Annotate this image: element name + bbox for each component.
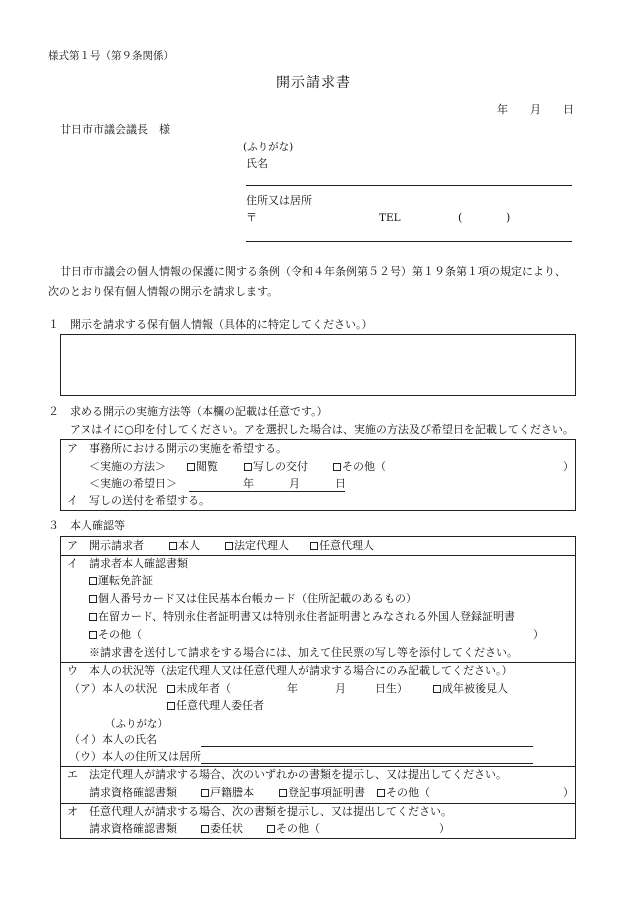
checkbox-icon[interactable] bbox=[167, 702, 175, 710]
close-paren: ） bbox=[439, 822, 450, 835]
id-doc-other[interactable]: その他（ bbox=[89, 628, 142, 642]
checkbox-icon[interactable] bbox=[225, 542, 233, 550]
address-label: 住所又は居所 bbox=[246, 194, 312, 207]
tel-label: TEL bbox=[379, 212, 401, 224]
principal-status-heading: ウ 本人の状況等（法定代理人又は任意代理人が請求する場合にのみ記載してください。） bbox=[67, 664, 513, 677]
requester-legal-agent[interactable]: 法定代理人 bbox=[225, 539, 289, 553]
checkbox-icon[interactable] bbox=[279, 789, 287, 797]
checkbox-icon[interactable] bbox=[89, 631, 97, 639]
minor-birth-day-label: 日生） bbox=[375, 682, 408, 695]
doc-other-legal[interactable]: その他（ bbox=[377, 786, 430, 800]
checkbox-icon[interactable] bbox=[244, 463, 252, 471]
principal-address-field[interactable] bbox=[201, 763, 533, 764]
section2-a-label: ア 事務所における開示の実施を希望する。 bbox=[67, 442, 287, 455]
section2-box bbox=[60, 439, 576, 511]
status-adult-ward[interactable]: 成年被後見人 bbox=[433, 682, 508, 696]
id-doc-license[interactable]: 運転免許証 bbox=[89, 574, 153, 588]
section3-box bbox=[60, 536, 576, 839]
date-month-label: 月 bbox=[530, 103, 541, 116]
checkbox-icon[interactable] bbox=[267, 825, 275, 833]
page-title: 開示請求書 bbox=[276, 75, 351, 91]
status-voluntary-principal[interactable]: 任意代理人委任者 bbox=[167, 699, 264, 713]
checkbox-icon[interactable] bbox=[167, 685, 175, 693]
minor-birth-year-label: 年 bbox=[287, 682, 298, 695]
divider bbox=[61, 662, 575, 663]
requester-label: ア 開示請求者 bbox=[67, 539, 144, 552]
minor-birth-month-label: 月 bbox=[335, 682, 346, 695]
section3-heading: ３ 本人確認等 bbox=[48, 519, 125, 532]
preferred-date-label: ＜実施の希望日＞ bbox=[89, 477, 177, 490]
close-paren: ） bbox=[563, 786, 574, 799]
section1-heading: １ 開示を請求する保有個人情報（具体的に特定してください。） bbox=[48, 318, 373, 331]
requester-voluntary-agent[interactable]: 任意代理人 bbox=[310, 539, 374, 553]
preferred-date-field[interactable]: 年 月 日 bbox=[189, 477, 345, 492]
checkbox-icon[interactable] bbox=[333, 463, 341, 471]
requester-self[interactable]: 本人 bbox=[169, 539, 200, 553]
checkbox-icon[interactable] bbox=[433, 685, 441, 693]
intro-line-1: 廿日市市議会の個人情報の保護に関する条例（令和４年条例第５２号）第１９条第１項の規定により、 bbox=[60, 265, 566, 278]
section2-b-label: イ 写しの送付を希望する。 bbox=[67, 494, 210, 507]
name-field[interactable] bbox=[246, 185, 572, 186]
legal-agent-docs-label: 請求資格確認書類 bbox=[89, 786, 177, 799]
checkbox-icon[interactable] bbox=[89, 577, 97, 585]
checkbox-icon[interactable] bbox=[89, 613, 97, 621]
checkbox-icon[interactable] bbox=[310, 542, 318, 550]
legal-agent-docs-heading: エ 法定代理人が請求する場合、次のいずれかの書類を提示し、又は提出してください。 bbox=[67, 768, 507, 781]
option-view[interactable]: 閲覧 bbox=[187, 460, 218, 474]
principal-name-field[interactable] bbox=[201, 746, 533, 747]
doc-registry-certificate[interactable]: 登記事項証明書 bbox=[279, 786, 365, 800]
close-paren: ） bbox=[563, 460, 574, 473]
divider bbox=[61, 803, 575, 804]
principal-furigana-label: （ふりがな） bbox=[105, 718, 168, 730]
id-doc-mynumber[interactable]: 個人番号カード又は住民基本台帳カード（住所記載のあるもの） bbox=[89, 592, 417, 606]
principal-status-label: （ア）本人の状況 bbox=[69, 682, 157, 695]
doc-family-register[interactable]: 戸籍謄本 bbox=[201, 786, 254, 800]
method-label: ＜実施の方法＞ bbox=[89, 460, 166, 473]
date-day-label: 日 bbox=[563, 103, 574, 116]
address-field[interactable] bbox=[246, 241, 572, 242]
voluntary-agent-docs-heading: オ 任意代理人が請求する場合、次の書類を提示し、又は提出してください。 bbox=[67, 805, 452, 818]
tel-paren-close: ) bbox=[506, 211, 511, 224]
tel-paren-open: ( bbox=[458, 211, 463, 224]
requested-info-field[interactable] bbox=[60, 334, 576, 396]
checkbox-icon[interactable] bbox=[201, 825, 209, 833]
voluntary-agent-docs-label: 請求資格確認書類 bbox=[89, 822, 177, 835]
principal-address-label: （ウ）本人の住所又は居所 bbox=[69, 750, 201, 763]
addressee: 廿日市市議会議長 様 bbox=[60, 123, 170, 136]
checkbox-icon[interactable] bbox=[201, 789, 209, 797]
doc-power-of-attorney[interactable]: 委任状 bbox=[201, 822, 243, 836]
checkbox-icon[interactable] bbox=[377, 789, 385, 797]
checkbox-icon[interactable] bbox=[169, 542, 177, 550]
id-doc-residence-card[interactable]: 在留カード、特別永住者証明書又は特別永住者証明書とみなされる外国人登録証明書 bbox=[89, 610, 515, 624]
section2-note: アヌはイに○印を付してください。アを選択した場合は、実施の方法及び希望日を記載してください。 bbox=[70, 423, 574, 436]
close-paren: ） bbox=[533, 628, 544, 641]
divider bbox=[61, 766, 575, 767]
form-number: 様式第１号（第９条関係） bbox=[48, 50, 174, 62]
option-other[interactable]: その他（ bbox=[333, 460, 386, 474]
checkbox-icon[interactable] bbox=[89, 595, 97, 603]
divider bbox=[61, 555, 575, 556]
section2-heading: ２ 求める開示の実施方法等（本欄の記載は任意です。） bbox=[48, 405, 328, 418]
option-copy[interactable]: 写しの交付 bbox=[244, 460, 308, 474]
postal-mark: 〒 bbox=[246, 211, 257, 224]
checkbox-icon[interactable] bbox=[187, 463, 195, 471]
id-docs-note: ※請求書を送付して請求をする場合には、加えて住民票の写し等を添付してください。 bbox=[89, 646, 518, 659]
date-year-label: 年 bbox=[497, 103, 508, 116]
name-label: 氏名 bbox=[246, 157, 268, 170]
intro-line-2: 次のとおり保有個人情報の開示を請求します。 bbox=[48, 285, 279, 298]
status-minor[interactable]: 未成年者（ bbox=[167, 682, 231, 696]
principal-name-label: （イ）本人の氏名 bbox=[69, 733, 157, 746]
id-docs-label: イ 請求者本人確認書類 bbox=[67, 557, 188, 570]
doc-other-voluntary[interactable]: その他（ bbox=[267, 822, 320, 836]
furigana-label: (ふりがな) bbox=[243, 141, 294, 153]
